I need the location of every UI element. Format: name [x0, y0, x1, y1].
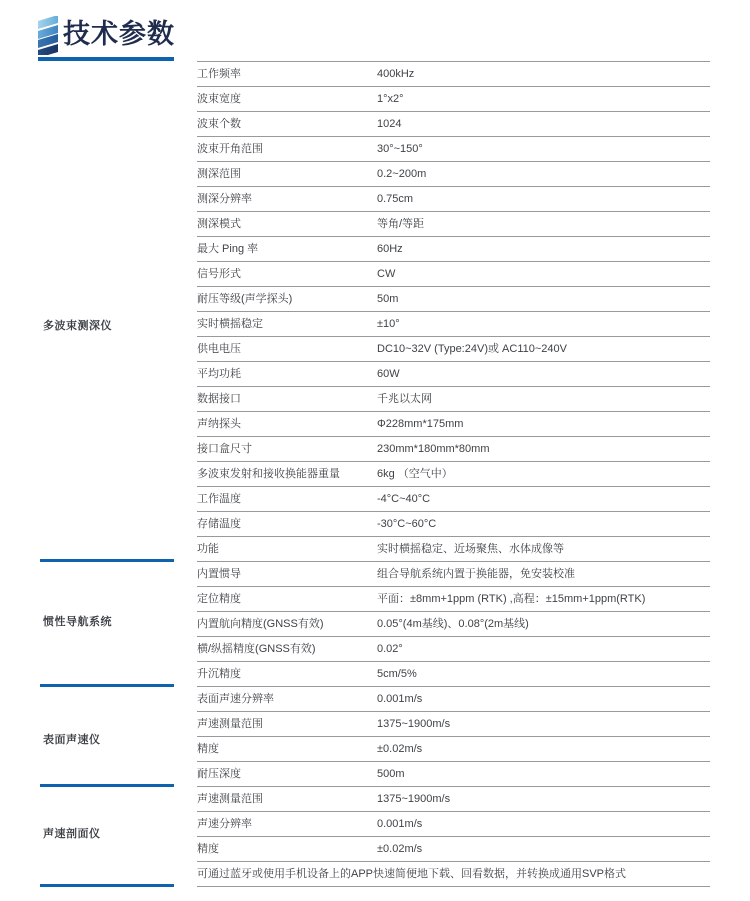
category-label: 惯性导航系统: [43, 616, 112, 628]
category-label: 表面声速仪: [43, 734, 101, 746]
param-value: 400kHz: [377, 67, 415, 80]
table-row: [197, 337, 710, 362]
param-name: 精度: [197, 742, 219, 755]
table-row: [197, 237, 710, 262]
table-note: 可通过蓝牙或使用手机设备上的APP快速简便地下载、回看数据，并转换成通用SVP格式: [197, 867, 627, 880]
param-name: 升沉精度: [197, 667, 241, 680]
param-name: 耐压深度: [197, 767, 241, 780]
param-value: 千兆以太网: [377, 392, 432, 405]
table-row: [197, 362, 710, 387]
param-value: 0.05°(4m基线)、0.08°(2m基线): [377, 617, 529, 630]
param-name: 波束宽度: [197, 92, 241, 105]
param-name: 测深范围: [197, 167, 241, 180]
param-name: 存储温度: [197, 517, 241, 530]
table-row: [197, 487, 710, 512]
table-row: [197, 787, 710, 812]
param-name: 测深分辨率: [197, 192, 252, 205]
table-note-row: [197, 862, 710, 887]
table-row: [197, 112, 710, 137]
category-divider: [40, 559, 174, 562]
param-name: 表面声速分辨率: [197, 692, 274, 705]
table-row: [197, 712, 710, 737]
param-value: 5cm/5%: [377, 667, 417, 680]
table-row: [197, 637, 710, 662]
table-row: [197, 687, 710, 712]
param-value: 0.001m/s: [377, 692, 423, 705]
param-name: 平均功耗: [197, 367, 241, 380]
category-label: 多波束测深仪: [43, 320, 112, 332]
param-name: 信号形式: [197, 267, 241, 280]
param-value: Φ228mm*175mm: [377, 417, 464, 430]
table-row: [197, 262, 710, 287]
param-value: 0.001m/s: [377, 817, 423, 830]
param-name: 数据接口: [197, 392, 241, 405]
param-name: 多波束发射和接收换能器重量: [197, 467, 340, 480]
param-value: 30°~150°: [377, 142, 423, 155]
param-name: 声速测量范围: [197, 792, 263, 805]
category-label: 声速剖面仪: [43, 828, 101, 840]
param-value: 60W: [377, 367, 400, 380]
table-row: [197, 87, 710, 112]
param-value: ±0.02m/s: [377, 742, 423, 755]
table-row: [197, 737, 710, 762]
param-value: 60Hz: [377, 242, 403, 255]
table-row: [197, 762, 710, 787]
table-row: [197, 137, 710, 162]
param-value: -30°C~60°C: [377, 517, 437, 530]
param-value: 实时横摇稳定、近场聚焦、水体成像等: [377, 542, 564, 555]
param-name: 横/纵摇精度(GNSS有效): [197, 642, 316, 655]
param-value: 1375~1900m/s: [377, 717, 451, 730]
param-name: 供电电压: [197, 342, 241, 355]
table-row: [197, 612, 710, 637]
param-value: 6kg （空气中）: [377, 467, 453, 480]
param-value: 组合导航系统内置于换能器，免安装校准: [377, 567, 575, 580]
param-value: 1024: [377, 117, 402, 130]
param-value: 平面：±8mm+1ppm (RTK) ,高程：±15mm+1ppm(RTK): [377, 592, 646, 605]
param-name: 最大 Ping 率: [197, 242, 259, 255]
param-name: 声纳探头: [197, 417, 241, 430]
param-value: CW: [377, 267, 396, 280]
param-name: 波束个数: [197, 117, 241, 130]
table-row: [197, 287, 710, 312]
table-row: [197, 387, 710, 412]
table-row: [197, 812, 710, 837]
spec-table: [197, 61, 710, 887]
param-name: 波束开角范围: [197, 142, 263, 155]
param-name: 工作频率: [197, 67, 241, 80]
param-name: 功能: [197, 542, 219, 555]
param-value: 1375~1900m/s: [377, 792, 451, 805]
title-underline: [38, 57, 174, 61]
param-name: 工作温度: [197, 492, 241, 505]
table-row: [197, 837, 710, 862]
param-name: 内置惯导: [197, 567, 241, 580]
param-value: 50m: [377, 292, 399, 305]
striped-flag-icon: [38, 16, 58, 55]
category-divider: [40, 884, 174, 887]
param-value: 230mm*180mm*80mm: [377, 442, 490, 455]
param-name: 实时横摇稳定: [197, 317, 263, 330]
table-row: [197, 537, 710, 562]
table-row: [197, 662, 710, 687]
table-row: [197, 62, 710, 87]
param-value: ±0.02m/s: [377, 842, 423, 855]
param-value: 0.2~200m: [377, 167, 427, 180]
table-row: [197, 312, 710, 337]
table-row: [197, 162, 710, 187]
param-name: 接口盒尺寸: [197, 442, 252, 455]
param-name: 测深模式: [197, 217, 241, 230]
param-value: 0.75cm: [377, 192, 414, 205]
table-row: [197, 462, 710, 487]
param-value: DC10~32V (Type:24V)或 AC110~240V: [377, 342, 567, 355]
param-name: 精度: [197, 842, 219, 855]
param-name: 声速分辨率: [197, 817, 252, 830]
category-divider: [40, 784, 174, 787]
param-value: 等角/等距: [377, 217, 425, 230]
table-row: [197, 412, 710, 437]
table-row: [197, 587, 710, 612]
param-name: 定位精度: [197, 592, 241, 605]
table-row: [197, 437, 710, 462]
table-row: [197, 187, 710, 212]
param-value: 1°x2°: [377, 92, 404, 105]
table-row: [197, 212, 710, 237]
param-value: ±10°: [377, 317, 400, 330]
param-name: 声速测量范围: [197, 717, 263, 730]
category-divider: [40, 684, 174, 687]
table-row: [197, 512, 710, 537]
page-title: 技术参数: [63, 19, 175, 49]
param-name: 内置航向精度(GNSS有效): [197, 617, 324, 630]
param-name: 耐压等级(声学探头): [197, 292, 293, 305]
param-value: 500m: [377, 767, 405, 780]
param-value: 0.02°: [377, 642, 403, 655]
param-value: -4°C~40°C: [377, 492, 431, 505]
table-row: [197, 562, 710, 587]
